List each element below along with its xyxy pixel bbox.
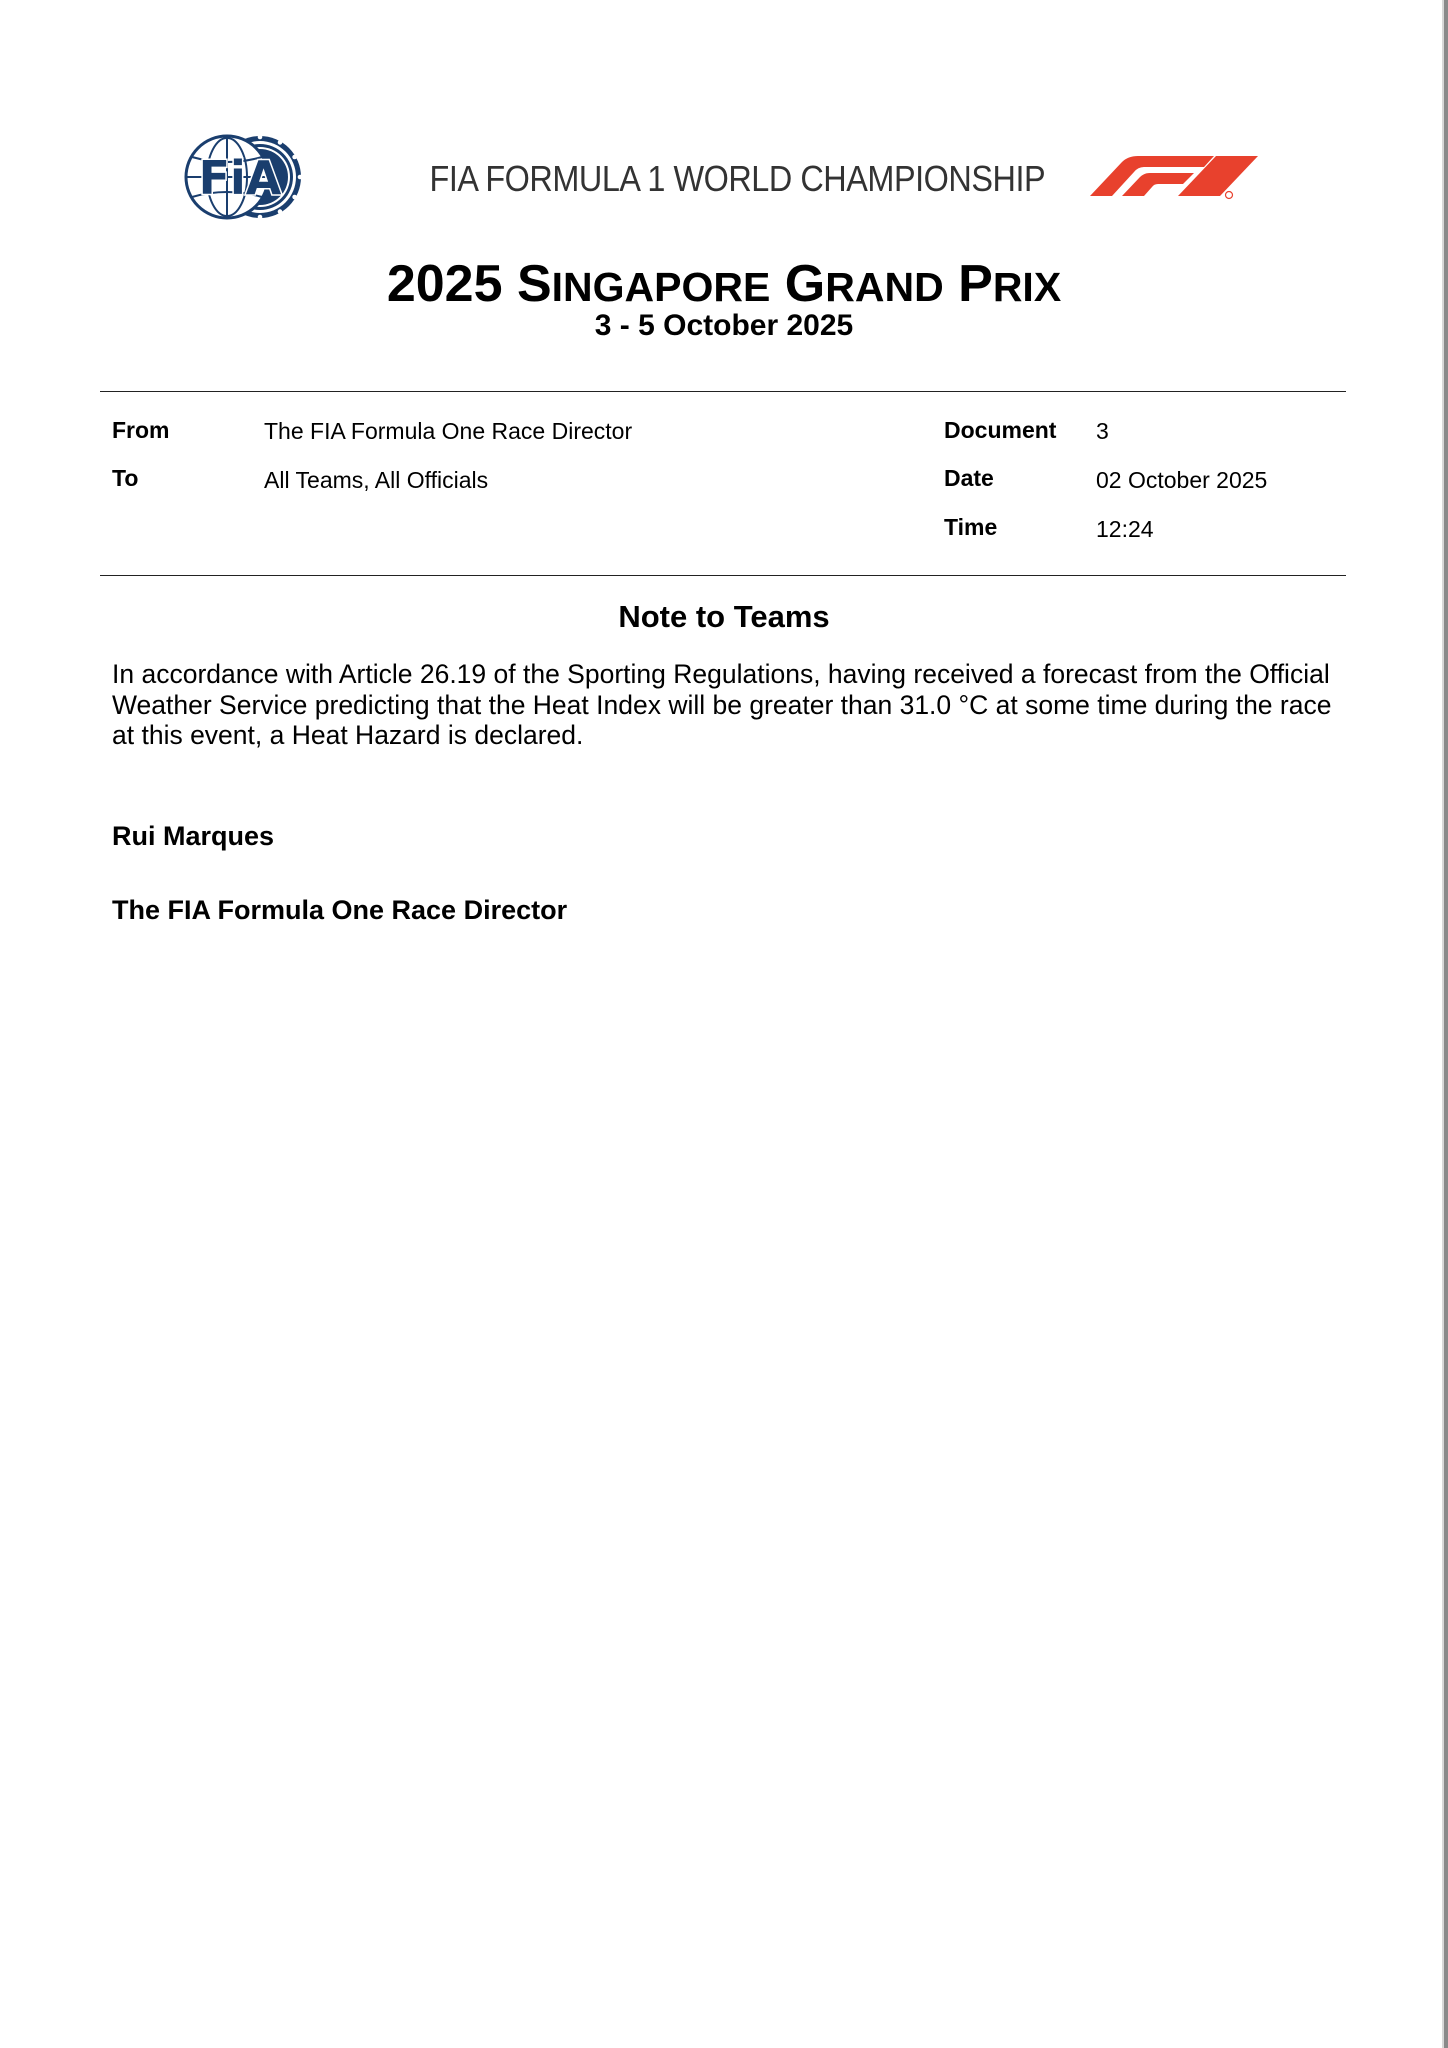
to-value: All Teams, All Officials — [264, 467, 489, 493]
f1-logo — [1082, 150, 1262, 202]
from-value: The FIA Formula One Race Director — [264, 418, 633, 444]
signatory-role: The FIA Formula One Race Director — [112, 895, 568, 925]
fia-globe-logo — [184, 134, 308, 220]
to-label: To — [112, 465, 139, 491]
championship-title: FIA FORMULA 1 WORLD CHAMPIONSHIP — [429, 158, 1046, 199]
event-title: 2025 SINGAPORE GRAND PRIX — [386, 255, 1062, 313]
from-label: From — [112, 417, 170, 443]
time-value: 12:24 — [1096, 516, 1154, 542]
date-value: 02 October 2025 — [1096, 467, 1268, 493]
time-label: Time — [944, 514, 998, 540]
note-body: In accordance with Article 26.19 of the Sporting Regulations, having received a forecast from the Official Weather Service predicting that the Heat Index will be greater than 31.0 °C at some time during the race at this event, a Heat Hazard is declared. — [112, 659, 1332, 750]
header-divider-bottom — [100, 575, 1346, 576]
document-label: Document — [944, 417, 1057, 443]
event-dates: 3 - 5 October 2025 — [594, 309, 854, 342]
svg-text:FiA: FiA — [198, 151, 282, 205]
date-label: Date — [944, 465, 994, 491]
note-heading: Note to Teams — [618, 599, 830, 634]
header-divider-top — [100, 391, 1346, 392]
signatory-name: Rui Marques — [112, 821, 275, 851]
document-value: 3 — [1096, 418, 1109, 444]
